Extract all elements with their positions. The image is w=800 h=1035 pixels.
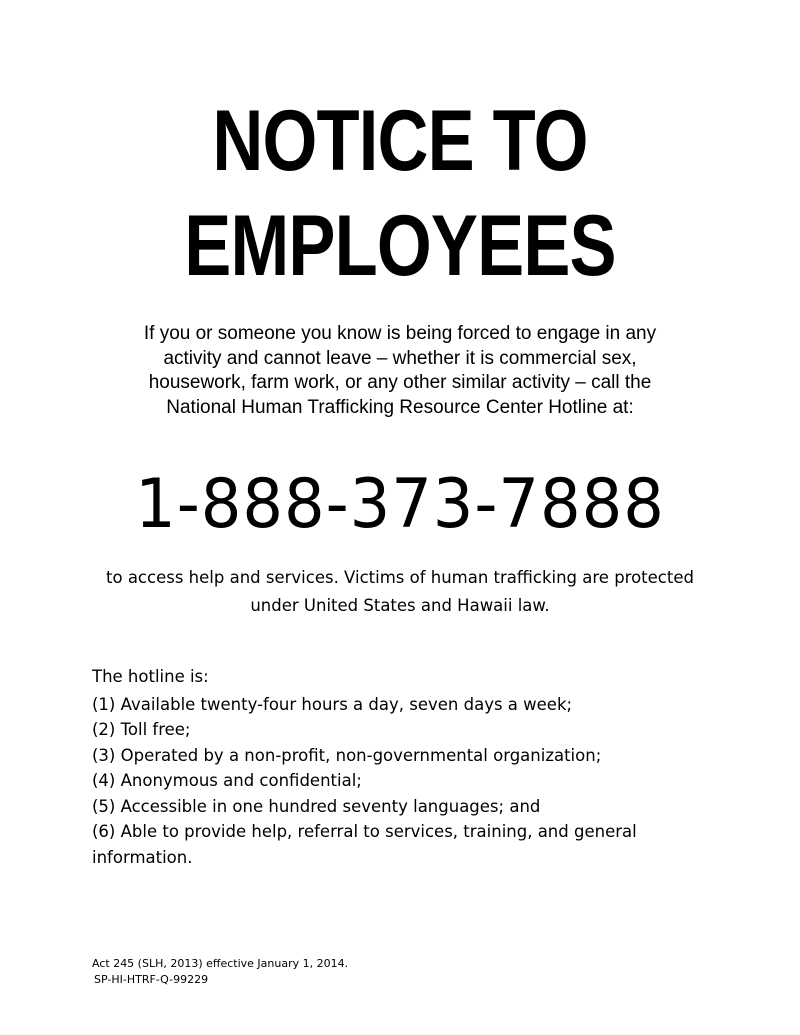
title-line-1: NOTICE TO	[212, 93, 588, 189]
access-line: under United States and Hawaii law.	[250, 596, 550, 615]
hotline-list-item: (2) Toll free;	[92, 720, 191, 739]
intro-paragraph	[80, 322, 720, 420]
hotline-list-item: (5) Accessible in one hundred seventy languages; and	[92, 796, 541, 816]
hotline-list-item: (3) Operated by a non-profit, non-governmental organization;	[92, 745, 602, 765]
hotline-heading: The hotline is:	[92, 667, 209, 686]
footer-form-code: SP-HI-HTRF-Q-99229	[94, 973, 209, 986]
title-line-2: EMPLOYEES	[184, 198, 616, 294]
intro-line: housework, farm work, or any other similar activity – call the	[148, 372, 652, 393]
hotline-phone-number: 1-888-373-7888	[135, 465, 665, 544]
footer-act-citation: Act 245 (SLH, 2013) effective January 1, 2014.	[92, 957, 349, 970]
hotline-list	[92, 692, 732, 871]
access-paragraph	[60, 564, 740, 620]
access-line: to access help and services. Victims of human trafficking are protected	[106, 568, 694, 587]
intro-line: If you or someone you know is being forced to engage in any	[143, 323, 657, 344]
hotline-list-item: information.	[92, 847, 193, 867]
intro-line: activity and cannot leave – whether it is commercial sex,	[163, 347, 637, 369]
hotline-list-item: (6) Able to provide help, referral to services, training, and general	[92, 822, 637, 841]
hotline-list-item: (4) Anonymous and confidential;	[92, 771, 362, 790]
intro-line: National Human Trafficking Resource Center Hotline at:	[166, 396, 634, 418]
hotline-list-item: (1) Available twenty-four hours a day, seven days a week;	[92, 694, 573, 714]
footer	[92, 956, 348, 988]
hotline-details	[92, 664, 732, 870]
